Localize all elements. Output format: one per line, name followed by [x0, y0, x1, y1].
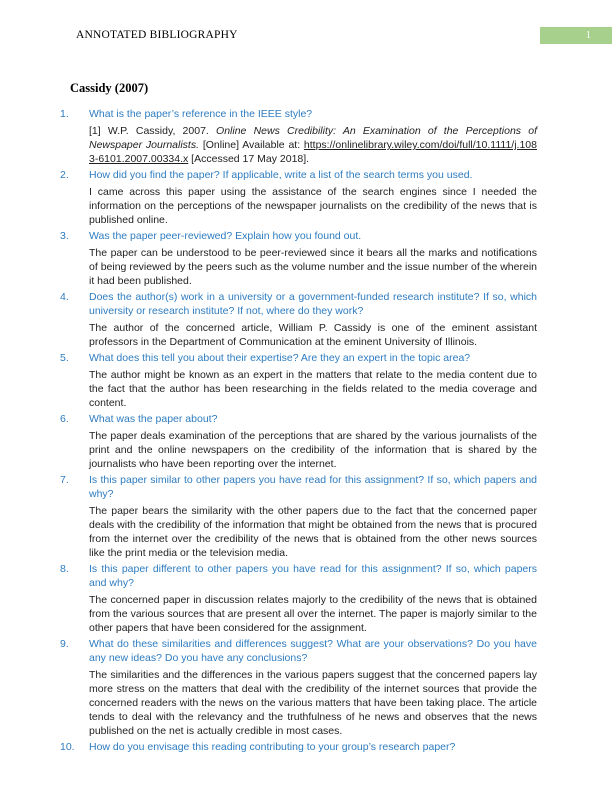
reference-answer	[89, 124, 537, 166]
question-text: Is this paper similar to other papers you have read for this assignment? If so, which papers and why?	[89, 474, 537, 500]
question-text: Does the author(s) work in a university or a government-funded research institute? If so, which university or research institute? If not, where do they work?	[89, 291, 537, 317]
qa-item-10	[60, 740, 537, 754]
qa-item-5	[60, 351, 537, 410]
question-3	[60, 229, 537, 243]
question-number: 7.	[60, 474, 69, 486]
question-5	[60, 351, 537, 365]
question-text: Is this paper different to other papers you have read for this assignment? If so, which papers and why?	[89, 563, 537, 589]
running-header-title: ANNOTATED BIBLIOGRAPHY	[76, 29, 238, 41]
question-text: What was the paper about?	[89, 413, 218, 425]
answer-text: The author might be known as an expert in the matters that relate to the media content due to the fact that the author has been researching in the fields related to the media coverage and content.	[89, 369, 537, 409]
question-6	[60, 412, 537, 426]
qa-item-2	[60, 168, 537, 227]
qa-item-6	[60, 412, 537, 471]
question-text: What is the paper’s reference in the IEEE style?	[89, 108, 313, 120]
question-2	[60, 168, 537, 182]
answer-text: I came across this paper using the assistance of the search engines since I needed the information on the perceptions of the newspaper journalists on the credibility of the news that is published online.	[89, 186, 537, 226]
answer-text: The concerned paper in discussion relates majorly to the credibility of the news that is obtained from the various sources that are present all over the internet. The paper is majorly similar to the other papers that have been considered for the assignment.	[89, 594, 537, 634]
answer-text: The paper bears the similarity with the other papers due to the fact that the concerned paper deals with the credibility of the information that might be obtained from the news that is procured from the internet over the credibility of the news that is obtained from the other news sources like the print media or the television media.	[89, 505, 537, 559]
qa-item-9	[60, 637, 537, 738]
answer-text: The author of the concerned article, William P. Cassidy is one of the eminent assistant professors in the Department of Communication at the eminent University of Illinois.	[89, 322, 537, 348]
question-text: How do you envisage this reading contributing to your group’s research paper?	[89, 741, 456, 753]
question-number: 6.	[60, 413, 69, 425]
question-text: What do these similarities and differences suggest? What are your observations? Do you have any new ideas? Do you have any conclusions?	[89, 638, 537, 664]
question-8	[60, 562, 537, 590]
question-number: 4.	[60, 291, 69, 303]
question-9	[60, 637, 537, 665]
document-title: Cassidy (2007)	[70, 81, 149, 95]
question-text: What does this tell you about their expertise? Are they an expert in the topic area?	[89, 352, 471, 364]
reference-middle: [Online] Available at:	[199, 139, 304, 151]
qa-item-4	[60, 290, 537, 349]
qa-item-1	[60, 107, 537, 166]
qa-item-3	[60, 229, 537, 288]
answer-text: The paper can be understood to be peer-reviewed since it bears all the marks and notifications of being reviewed by the peers such as the volume number and the issue number of the wherein it had been published.	[89, 247, 537, 287]
question-number: 5.	[60, 352, 69, 364]
question-number: 2.	[60, 169, 69, 181]
reference-url-link[interactable]: https://onlinelibrary.wiley.com/doi/full/10.1111/j.1083-6101.2007.00334.x	[89, 139, 537, 165]
qa-item-8	[60, 562, 537, 635]
question-4	[60, 290, 537, 318]
question-number: 9.	[60, 638, 69, 650]
question-text: Was the paper peer-reviewed? Explain how you found out.	[89, 230, 362, 242]
question-7	[60, 473, 537, 501]
question-number: 1.	[60, 108, 69, 120]
qa-list	[60, 107, 537, 754]
reference-italic-title: Online News Credibility: An Examination of the Perceptions of Newspaper Journalists.	[89, 125, 537, 151]
reference-prefix: [1] W.P. Cassidy, 2007.	[89, 125, 217, 137]
reference-suffix: [Accessed 17 May 2018].	[188, 153, 310, 165]
question-text: How did you find the paper? If applicable, write a list of the search terms you used.	[89, 169, 473, 181]
question-1	[60, 107, 537, 121]
question-10	[60, 740, 537, 754]
answer-text: The paper deals examination of the perceptions that are shared by the various journalists of the print and the online newspapers on the credibility of the information that is shared by the journalists who have been reporting over the internet.	[89, 430, 537, 470]
answer-text: The similarities and the differences in the various papers suggest that the concerned papers lay more stress on the matters that deal with the credibility of the internet sources that provide the concerned readers with the news on the various matters that have been taking place. The article tends to deal with the relevancy and the truthfulness of he news and observes that the news published on the net is actually credible in most cases.	[89, 669, 537, 737]
question-number: 8.	[60, 563, 69, 575]
qa-item-7	[60, 473, 537, 560]
question-number: 3.	[60, 230, 69, 242]
question-number: 10.	[60, 741, 75, 753]
page-number-badge: 1	[540, 27, 612, 44]
